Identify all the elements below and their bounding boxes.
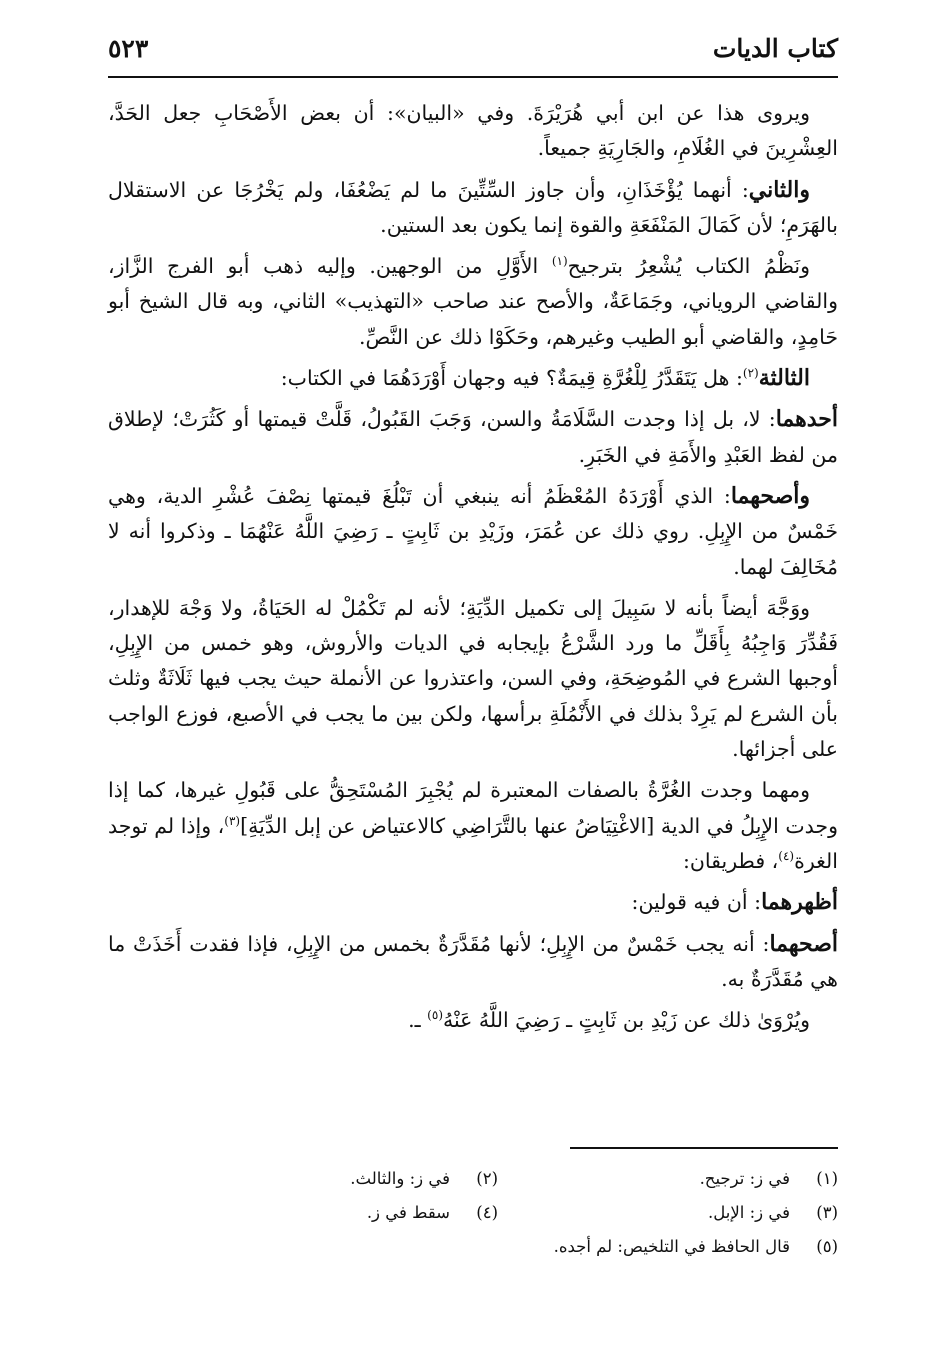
footnote bbox=[498, 1230, 838, 1264]
footnote-number: (١) bbox=[816, 1169, 838, 1188]
footnote-text: في ز: الإبل. bbox=[708, 1203, 790, 1222]
paragraph-text: ويُرْوَىٰ ذلك عن زَيْدِ بن ثَابِتٍ ـ رَضِيَ اللَّهُ عَنْهُ bbox=[443, 1008, 810, 1033]
footnote-number: (٤) bbox=[476, 1203, 498, 1222]
paragraph-text: ومهما وجدت الغُرَّةُ بالصفات المعتبرة لم يُجْبِرَ المُسْتَحِقُّ على قَبُولِ غيرها، كما إذا وجدت الإِبِلُ في الدية [الاغْتِيَاضُ عنها بالتَّرَاضِي كالاعتياض عن إبل الدِّيَةِ] bbox=[108, 778, 838, 838]
footnote bbox=[498, 1162, 838, 1196]
page-number: ٥٢٣ bbox=[108, 34, 149, 63]
paragraph-text: : لا، بل إذا وجدت السَّلَامَةُ والسن، وَجَبَ القَبُولُ، قَلَّتْ قيمتها أو كَثُرَتْ؛ لإطلاق من لفظ العَبْدِ والأَمَةِ في الخَبَرِ. bbox=[108, 407, 838, 467]
paragraph bbox=[108, 249, 838, 355]
running-title: كتاب الديات bbox=[712, 34, 838, 63]
paragraph-text: : هل يَتَقَدَّرُ لِلْغُرَّةِ قِيمَةٌ؟ فيه وجهان أَوْرَدَهُمَا في الكتاب: bbox=[280, 366, 743, 391]
paragraph bbox=[108, 173, 838, 244]
term-heading: أحدهما bbox=[775, 406, 838, 433]
paragraph bbox=[108, 773, 838, 879]
footnote-marker: (٤) bbox=[778, 849, 795, 864]
paragraph-text: ـ. bbox=[408, 1008, 428, 1033]
paragraph bbox=[108, 885, 838, 920]
term-heading: أظهرهما bbox=[761, 889, 838, 916]
paragraph-text: ونَظْمُ الكتاب يُشْعِرُ بترجيح bbox=[567, 254, 810, 279]
footnote-row bbox=[108, 1196, 838, 1230]
footnote bbox=[498, 1196, 838, 1230]
footnote-number: (٣) bbox=[816, 1203, 838, 1222]
footnote-text: قال الحافظ في التلخيص: لم أجده. bbox=[553, 1237, 790, 1256]
paragraph bbox=[108, 361, 838, 396]
footnote-divider bbox=[570, 1147, 838, 1149]
paragraph bbox=[108, 591, 838, 767]
footnote-row bbox=[108, 1162, 838, 1196]
footnote-row bbox=[108, 1230, 838, 1264]
paragraph-text: ووَجَّهَ أيضاً بأنه لا سَبِيلَ إلى تكميل الدِّيَةِ؛ لأنه لم تَكْمُلْ له الحَيَاةُ، ولا وَجْهَ للإهدار، فَقُدِّرَ وَاجِبُهُ بِأَقَلِّ ما ورد الشَّرْعُ بإيجابه في الديات والأروش، وهو خمس من الإِبِلِ، أوجبها الشرع في المُوضِحَةِ، وفي السن، واعتذروا عن الأنملة حيث يجب فيها ثَلَاثَةٌ وثلث بأن الشرع لم يَرِدْ بذلك في الأَنْمُلَةِ برأسها، ولكن بين ما يجب في الأصبع، فوزع الواجب على أجزائها. bbox=[108, 595, 838, 762]
paragraph-text: ويروى هذا عن ابن أبي هُرَيْرَةَ. وفي «البيان»: أن بعض الأَصْحَابِ جعل الحَدَّ، العِشْرِينَ في الغُلَامِ، والجَارِيَةِ جميعاً. bbox=[108, 101, 838, 161]
paragraph bbox=[108, 96, 838, 167]
main-text bbox=[108, 96, 838, 1044]
footnote-number: (٥) bbox=[816, 1237, 838, 1256]
footnote-number: (٢) bbox=[476, 1169, 498, 1188]
page-header bbox=[108, 30, 838, 78]
footnote-marker: (٥) bbox=[427, 1008, 443, 1023]
paragraph bbox=[108, 927, 838, 998]
term-heading: أصحهما bbox=[769, 930, 838, 957]
footnote-text: في ز: والثالث. bbox=[350, 1169, 450, 1188]
paragraph bbox=[108, 1003, 838, 1038]
term-heading: وأصحهما bbox=[730, 482, 810, 509]
term-heading: الثالثة bbox=[758, 365, 810, 392]
footnote-marker: (٢) bbox=[742, 366, 759, 381]
footnote-text: سقط في ز. bbox=[366, 1203, 450, 1222]
paragraph-text: الأَوَّلِ من الوجهين. وإليه ذهب أبو الفرج الزَّاز، والقاضي الروياني، وجَمَاعَةٌ، والأصح عند صاحب «التهذيب» الثاني، وبه قال الشيخ أبو حَامِدٍ، والقاضي أبو الطيب وغيرهم، وحَكَوْا ذلك عن النَّصِّ. bbox=[108, 254, 838, 349]
footnote bbox=[158, 1196, 498, 1230]
footnotes bbox=[108, 1162, 838, 1264]
footnote bbox=[158, 1162, 498, 1196]
paragraph bbox=[108, 479, 838, 585]
paragraph bbox=[108, 402, 838, 473]
term-heading: والثاني bbox=[748, 176, 810, 203]
footnote-marker: (٣) bbox=[224, 813, 241, 828]
footnote-text: في ز: ترجيح. bbox=[699, 1169, 790, 1188]
footnote-marker: (١) bbox=[551, 254, 568, 269]
paragraph-text: : أنه يجب خَمْسٌ من الإِبِلِ؛ لأنها مُقَدَّرَةٌ بخمس من الإِبِلِ، فإذا فقدت أَخَذَتْ ما هي مُقَدَّرَةٌ به. bbox=[108, 931, 838, 991]
paragraph-text: : أنهما يُؤْخَذَانِ، وأن جاوز السِّتِّينَ ما لم يَضْعُفَا، ولم يَخْرُجَا عن الاستقلال بالهَرَمِ؛ لأن كَمَالَ المَنْفَعَةِ والقوة إنما يكون بعد الستين. bbox=[108, 177, 838, 237]
paragraph-text: ، وإذا لم توجد الغرة bbox=[108, 813, 838, 873]
paragraph-text: : أن فيه قولين: bbox=[631, 890, 762, 915]
paragraph-text: : الذي أَوْرَدَهُ المُعْظَمُ أنه ينبغي أن تَبْلُغَ قيمتها نِصْفَ عُشْرِ الدية، وهي خَمْسٌ من الإِبِلِ. روي ذلك عن عُمَرَ، وزَيْدِ بن ثَابِتٍ ـ رَضِيَ اللَّهُ عَنْهُمَا ـ وذكروا أنه لا مُخَالِفَ لهما. bbox=[108, 483, 838, 579]
paragraph-text: ، فطريقان: bbox=[682, 848, 779, 873]
